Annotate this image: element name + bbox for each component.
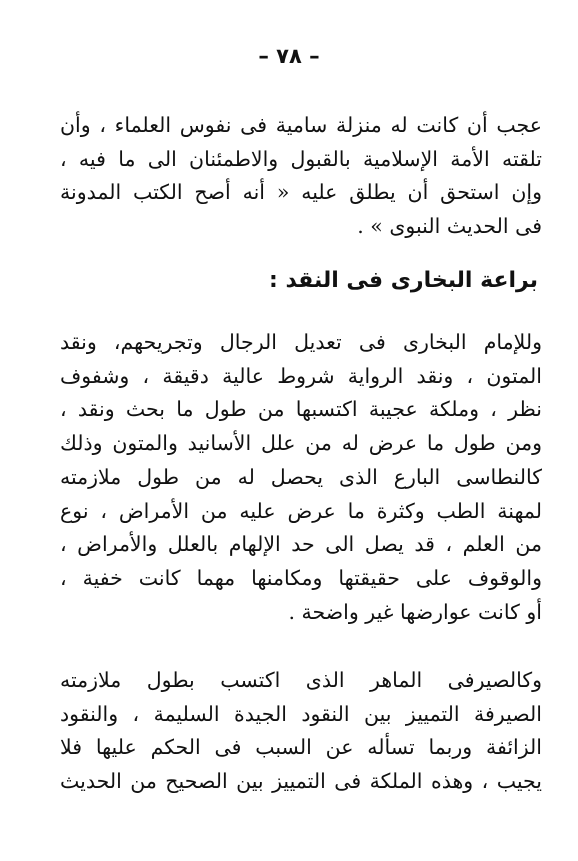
- text-line: لمهنة الطب وكثرة ما عرض عليه من الأمراض ، نوع: [60, 498, 542, 523]
- text-line: وللإمام البخارى فى تعديل الرجال وتجريحهم، ونقد: [60, 330, 542, 354]
- text-line: الصيرفة التمييز بين النقود الجيدة السليمة ، والنقود: [60, 701, 542, 726]
- paragraph-text: [60, 109, 542, 244]
- text-line: أو كانت عوارضها غير واضحة .: [288, 599, 542, 624]
- paragraph-3: [60, 664, 542, 799]
- text-line: والوقوف على حقيقتها ومكامنها مهما كانت خفية ،: [60, 565, 542, 590]
- paragraph-text: [60, 326, 542, 629]
- text-line: الزائفة وربما تسأله عن السبب فى الحكم عليها فلا: [60, 735, 542, 760]
- paragraph-2: [60, 326, 542, 629]
- text-line: وكالصيرفى الماهر الذى اكتسب بطول ملازمته: [60, 668, 542, 692]
- text-line: المتون ، ونقد الرواية شروط عالية دقيقة ، وشفوف: [60, 363, 542, 388]
- text-line: كالنطاسى البارع الذى يحصل له من طول ملازمته: [60, 464, 542, 489]
- section-heading: براعة البخارى فى النقد :: [268, 268, 538, 293]
- page-number: – ٧٨ –: [258, 44, 320, 68]
- text-line: نظر ، وملكة عجيبة اكتسبها من طول ما بحث ونقد ،: [60, 397, 542, 422]
- text-line: فى الحديث النبوى » .: [357, 214, 542, 239]
- text-line: يجيب ، وهذه الملكة فى التمييز بين الصحيح من الحديث: [60, 769, 542, 794]
- text-line: ومن طول ما عرض له من علل الأسانيد والمتون وذلك: [60, 431, 542, 456]
- text-line: عجب أن كانت له منزلة سامية فى نفوس العلماء ، وأن: [60, 113, 542, 137]
- paragraph-text: [60, 664, 542, 799]
- text-line: وإن استحق أن يطلق عليه « أنه أصح الكتب المدونة: [60, 180, 542, 205]
- text-line: من العلم ، قد يصل الى حد الإلهام بالعلل والأمراض ،: [60, 532, 542, 557]
- text-line: تلقته الأمة الإسلامية بالقبول والاطمئنان الى ما فيه ،: [60, 146, 542, 171]
- paragraph-1: [60, 109, 542, 244]
